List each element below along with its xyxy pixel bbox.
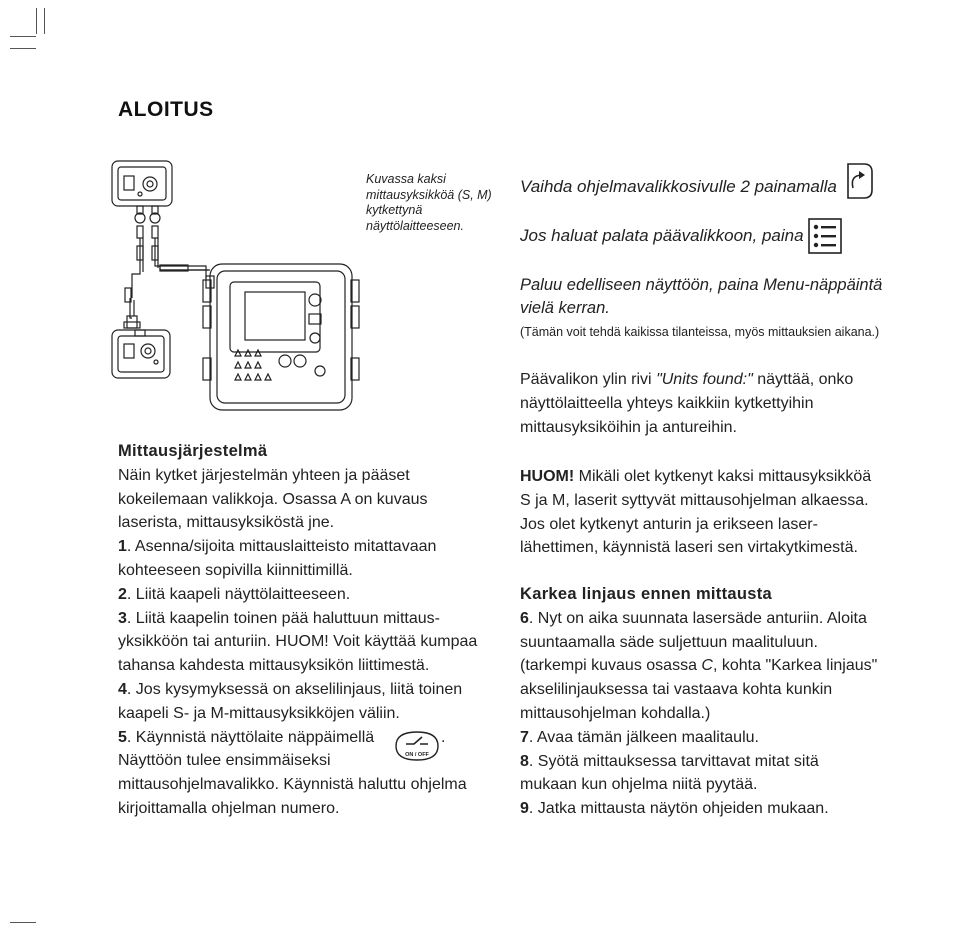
huom-label: HUOM! [520,468,575,485]
step-text: . Liitä kaapeli näyttölaitteeseen. [126,585,351,603]
step-number: 7 [520,728,529,746]
crop-mark [10,922,36,923]
step-text: , kohta "Karkea linjaus" [712,657,878,675]
crop-mark [44,8,45,34]
step-text: mittausohjelmavalikko. Käynnistä haluttu ohjelma [118,776,467,794]
crop-mark [10,48,36,49]
step-number: 9 [520,800,529,818]
step-text: kaapeli S- ja M-mittausyksikköjen väliin. [118,704,400,722]
image-caption: Kuvassa kaksi mittausyksikköä (S, M) kytkettynä näyttölaitteeseen. [366,172,492,233]
step-number: 4 [118,680,127,698]
huom-text: Jos olet kytkenyt anturin ja erikseen laser- [520,515,818,533]
instruction-back-cont: vielä kerran. [520,299,610,317]
intro-text: laserista, mittausyksiköstä jne. [118,514,335,532]
units-found-paragraph [520,368,920,439]
intro-text: Näin kytket järjestelmän yhteen ja pääset [118,466,410,484]
step-number: 5 [118,728,127,746]
units-text: näyttää, onko [752,371,854,388]
instruction-page-two [520,175,837,199]
step-text: . Avaa tämän jälkeen maalitaulu. [528,728,759,746]
huom-text: Mikäli olet kytkenyt kaksi mittausyksikköä [574,468,872,485]
step-text: . Nyt on aika suunnata lasersäde anturiin. Aloita [528,609,867,627]
huom-paragraph [520,465,920,560]
huom-text: lähettimen, käynnistä laseri sen virtakytkimestä. [520,539,858,557]
units-found-label: "Units found:" [656,371,753,388]
on-off-label: ON / OFF [405,752,429,758]
instruction-text: Jos haluat palata päävalikkoon, paina [520,226,804,245]
crop-mark [10,36,36,37]
section-heading: Mittausjärjestelmä [118,442,268,460]
section-ref: C [701,657,713,675]
step-text: tahansa kahdesta mittausyksikön liittimestä. [118,657,430,675]
step-number: 2 [118,585,127,603]
instruction-back: Paluu edelliseen näyttöön, paina Menu-näppäintä [520,276,883,294]
instruction-main-menu [520,224,804,248]
step-number: 6 [520,609,529,627]
step-text: mukaan kun ohjelma niitä pyytää. [520,776,758,794]
step-text: . Asenna/sijoita mittauslaitteisto mitattavaan [126,538,437,556]
step-text: kohteeseen sopivilla kiinnittimillä. [118,561,353,579]
on-off-key-icon [394,728,440,762]
step-text: . Käynnistä näyttölaite näppäimellä [126,728,375,746]
menu-list-icon [808,218,842,254]
instruction-text: Vaihda ohjelmavalikkosivulle 2 painamalla [520,177,837,196]
step-text: . [441,728,446,746]
instruction-note: (Tämän voit tehdä kaikissa tilanteissa, myös mittauksien aikana.) [520,325,880,339]
units-text: Päävalikon ylin rivi [520,371,657,388]
step-text: . Jos kysymyksessä on akselilinjaus, liitä toinen [126,680,463,698]
next-page-icon [844,162,874,200]
device-illustration [110,158,360,418]
step-text: Näyttöön tulee ensimmäiseksi [118,752,331,770]
units-text: näyttölaitteella yhteys kaikkiin kytkettyihin [520,394,814,412]
step-text: mittausohjelman kohdalla.) [520,704,711,722]
step-number: 3 [118,609,127,627]
step-text: akselilinjauksessa tai vastaava kohta kunkin [520,681,833,699]
karkea-section [520,583,920,821]
section-heading: Karkea linjaus ennen mittausta [520,585,772,603]
step-text: yksikköön tai anturiin. HUOM! Voit käyttää kumpaa [118,633,478,651]
crop-mark [36,8,37,34]
step-text: . Syötä mittauksessa tarvittavat mitat sitä [528,752,819,770]
step-text: kirjoittamalla ohjelman numero. [118,799,340,817]
step-number: 8 [520,752,529,770]
step-text: suuntaamalla säde suljettuun maalituluun. [520,633,818,651]
step-number: 1 [118,538,127,556]
units-text: mittausyksiköihin ja antureihin. [520,418,737,436]
step-text: (tarkempi kuvaus osassa [520,657,702,675]
intro-text: kokeilemaan valikkoja. Osassa A on kuvaus [118,490,428,508]
measurement-system-section [118,440,498,821]
huom-text: S ja M, laserit syttyvät mittausohjelman alkaessa. [520,491,869,509]
step-text: . Liitä kaapelin toinen pää haluttuun mittaus- [126,609,440,627]
page-title: ALOITUS [118,98,214,121]
step-text: . Jatka mittausta näytön ohjeiden mukaan. [528,800,829,818]
